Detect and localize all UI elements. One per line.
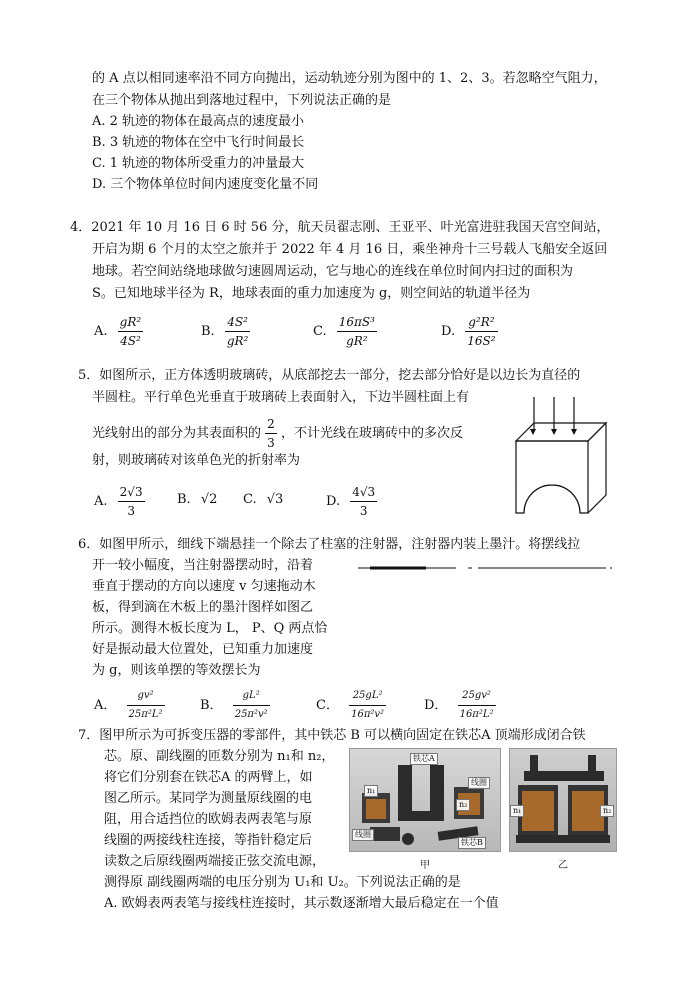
n2-label-photo1: n₂: [456, 799, 470, 811]
q5-option-b-label: B.: [177, 492, 191, 507]
q4-option-d-den: 16S²: [467, 334, 496, 348]
q6-option-b: [200, 687, 270, 724]
q6-line-6: 好是振动最大位置处，已知重力加速度: [92, 642, 314, 657]
q4-option-d-label: D.: [441, 324, 456, 339]
q5-option-a-den: 3: [127, 504, 135, 518]
q6-option-b-num: gL²: [233, 687, 270, 706]
q5-fraction-den: 3: [267, 436, 275, 450]
q5-option-a: [94, 483, 145, 520]
glass-cube-figure: [508, 395, 618, 520]
q7-line-3: 将它们分别套在铁芯A 的两臂上，如: [104, 770, 313, 785]
q5-option-a-num: 2√3: [118, 483, 145, 502]
q6-option-c-num: 25gL²: [349, 687, 386, 706]
q4-option-c: [313, 313, 377, 350]
q4-option-d: [441, 313, 498, 350]
assembled-transformer-photo: [509, 748, 617, 852]
q3-option-d: D. 三个物体单位时间内速度变化量不同: [92, 177, 319, 192]
core-b-label: 铁芯B: [458, 837, 486, 849]
q4-option-b-den: gR²: [226, 334, 249, 348]
q5-option-b: [177, 491, 217, 509]
q6-line-3: 垂直于摆动的方向以速度 v 匀速拖动木: [92, 579, 316, 594]
q5-option-c-label: C.: [243, 492, 257, 507]
photo1-caption: 甲: [420, 860, 430, 871]
q4-line-3: 地球。若空间站绕地球做匀速圆周运动，它与地心的连线在单位时间内扫过的面积为: [92, 264, 574, 279]
q6-option-c: [316, 687, 386, 724]
q5-option-a-label: A.: [94, 494, 108, 509]
q5-line-1: 5．如图所示，正方体透明玻璃砖，从底部挖去一部分，挖去部分恰好是以边长为直径的: [78, 368, 581, 383]
q6-option-d-num: 25gv²: [458, 687, 496, 706]
n1-label-photo2: n₁: [510, 805, 524, 817]
q5-line-3: [92, 415, 463, 452]
cube-top-face: [516, 423, 606, 441]
q7-line-8: 测得原 副线圈两端的电压分别为 U₁和 U₂。下列说法正确的是: [104, 875, 461, 890]
q4-option-a-den: 4S²: [120, 334, 141, 348]
q6-option-a-den: 25π²L²: [128, 709, 163, 720]
q6-option-c-den: 16π²v²: [351, 709, 385, 720]
q5-option-c-value: √3: [266, 492, 284, 507]
q5-line-2: 半圆柱。平行单色光垂直于玻璃砖上表面射入，下边半圆柱面上有: [92, 390, 470, 405]
q5-option-c: [243, 491, 283, 509]
q4-option-b-num: 4S²: [225, 313, 251, 332]
q7-line-4: 图乙所示。某同学为测量原线圈的电: [104, 791, 313, 806]
q6-line-4: 板，得到滴在木板上的墨汁图样如图乙: [92, 600, 314, 615]
photo2-caption: 乙: [558, 860, 568, 871]
q4-option-c-label: C.: [313, 324, 327, 339]
q3-option-c: C. 1 轨迹的物体所受重力的冲量最大: [92, 156, 305, 171]
q5-option-d-den: 3: [359, 504, 368, 518]
core-a-label: 铁芯A: [410, 753, 438, 765]
q6-line-2: 开一较小幅度，当注射器摆动时，沿着: [92, 558, 314, 573]
n1-label-photo1: n₁: [364, 785, 378, 797]
cube-side-face: [588, 423, 606, 513]
q6-option-d-den: 16π²L²: [459, 709, 494, 720]
q5-line-3-text-b: ，不计光线在玻璃砖中的多次反: [280, 426, 463, 441]
q7-line-2: 芯。原、副线圈的匝数分别为 n₁和 n₂，: [104, 749, 335, 764]
q6-option-b-label: B．: [200, 698, 223, 713]
q6-option-a: [94, 687, 165, 724]
q6-line-5: 所示。测得木板长度为 L， P、Q 两点恰: [92, 621, 328, 636]
cube-front-face: [516, 441, 588, 513]
q5-option-d-num: 4√3: [350, 483, 377, 502]
q5-fraction-num: 2: [265, 415, 277, 434]
q6-option-c-label: C．: [316, 698, 339, 713]
q4-option-b: [201, 313, 250, 350]
q4-option-c-den: gR²: [346, 334, 368, 348]
n2-label-photo2: n₂: [600, 805, 614, 817]
q6-line-1: 6．如图甲所示，细线下端悬挂一个除去了柱塞的注射器，注射器内装上墨汁。将摆线拉: [78, 537, 581, 552]
q6-option-d: [424, 687, 496, 724]
q6-option-d-label: D．: [424, 698, 448, 713]
q4-line-1: 4．2021 年 10 月 16 日 6 时 56 分，航天员翟志刚、王亚平、叶光富进驻我国天宫空间站，: [70, 220, 610, 235]
q5-option-b-value: √2: [200, 492, 218, 507]
q3-option-b: B. 3 轨迹的物体在空中飞行时间最长: [92, 135, 305, 150]
ink-trace-figure: [356, 562, 616, 574]
q7-option-a: A. 欧姆表两表笔与接线柱连接时，其示数逐渐增大最后稳定在一个值: [104, 896, 499, 911]
q3-option-a: A. 2 轨迹的物体在最高点的速度最小: [92, 114, 305, 129]
q6-line-7: 为 g，则该单摆的等效摆长为: [92, 663, 261, 678]
q6-option-a-num: gv²: [127, 687, 165, 706]
q5-line-3-text-a: 光线射出的部分为其表面积的: [92, 426, 262, 441]
q4-option-a: [94, 313, 143, 350]
transformer-parts-photo: [349, 748, 501, 852]
q4-line-2: 开启为期 6 个月的太空之旅并于 2022 年 4 月 16 日，乘坐神舟十三号载人飞船安全返回: [92, 242, 608, 257]
coil-label-left: 线圈: [352, 829, 374, 841]
q6-option-a-label: A．: [94, 698, 117, 713]
q5-option-d-label: D.: [326, 494, 341, 509]
coil-label-right: 线圈: [468, 777, 490, 789]
q7-line-7: 读数之后原线圈两端接正弦交流电源，: [104, 854, 326, 869]
q5-option-d: [326, 483, 377, 520]
q4-option-a-label: A.: [94, 324, 108, 339]
q3-line-2: 在三个物体从抛出到落地过程中，下列说法正确的是: [92, 93, 392, 108]
q4-option-a-num: gR²: [118, 313, 144, 332]
q4-option-b-label: B.: [201, 324, 215, 339]
q4-line-4: S。已知地球半径为 R，地球表面的重力加速度为 g，则空间站的轨道半径为: [92, 286, 531, 301]
q4-option-d-num: g²R²: [465, 313, 497, 332]
q3-line-1: 的 A 点以相同速率沿不同方向抛出，运动轨迹分别为图中的 1、2、3。若忽略空气阻力，: [92, 71, 607, 86]
q6-option-b-den: 25π²v²: [234, 709, 268, 720]
q7-line-5: 阻，用合适挡位的欧姆表两表笔与原: [104, 812, 313, 827]
q4-option-c-num: 16πS³: [337, 313, 377, 332]
q7-line-1: 7．图甲所示为可拆变压器的零部件，其中铁芯 B 可以横向固定在铁芯A 顶端形成闭合铁: [78, 728, 586, 743]
q5-line-4: 射，则玻璃砖对该单色光的折射率为: [92, 453, 301, 468]
q7-line-6: 线圈的两接线柱连接，等指针稳定后: [104, 833, 313, 848]
